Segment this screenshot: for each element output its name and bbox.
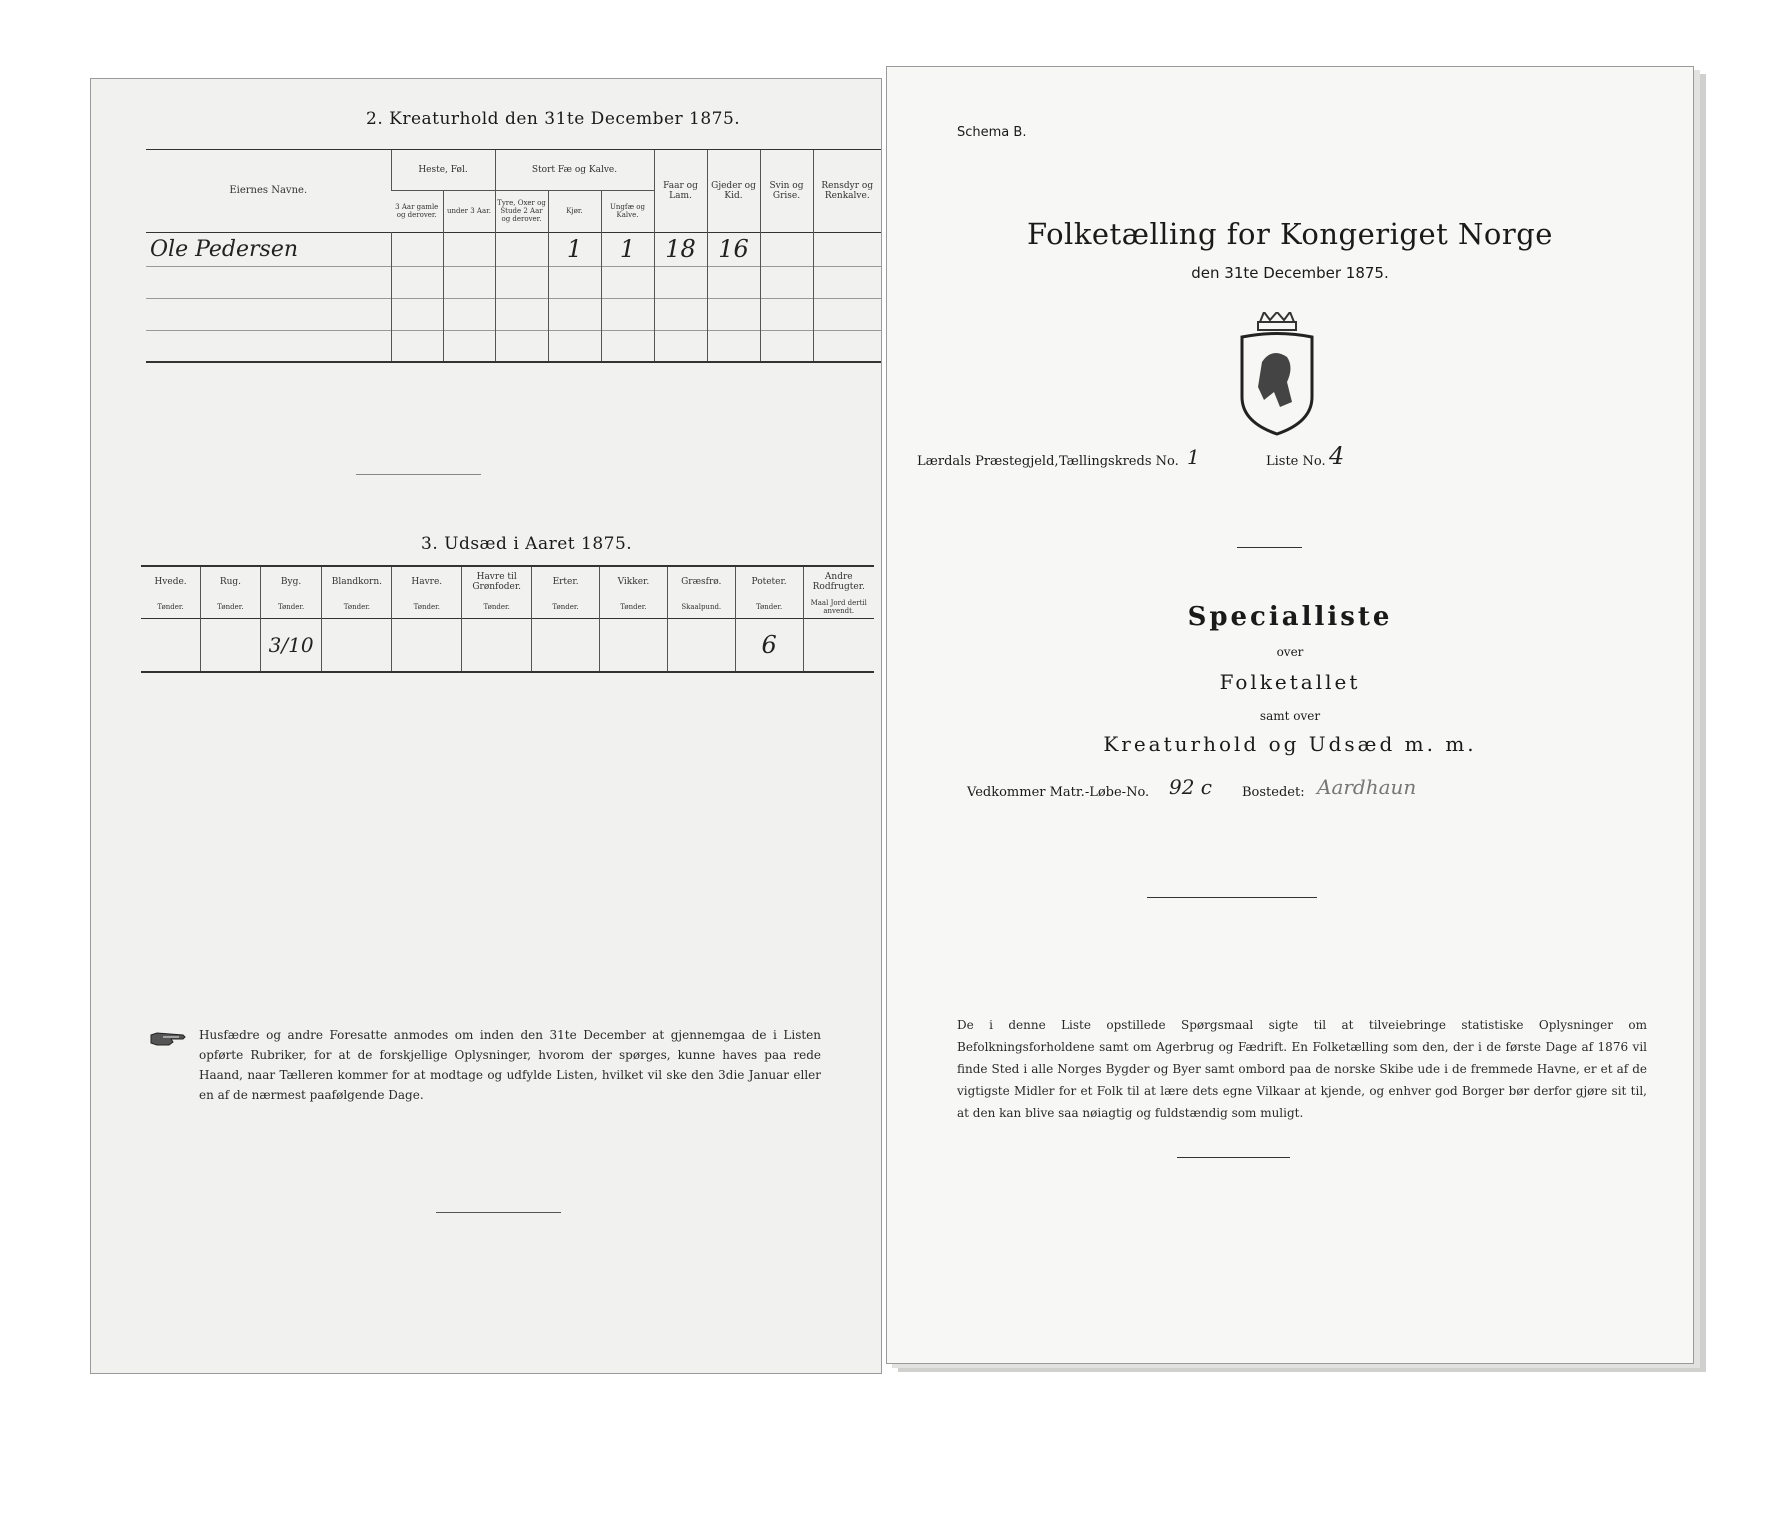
intro-text: De i denne Liste opstillede Spørgsmaal sigte til at tilveiebringe statistiske Oplysninger om Befolkningsforholdene samt om Agerbrug og Fædrift. En Folketælling som den, der i de første Dage af 1876 vil finde Sted i alle Norges Bygder og Byer samt ombord paa de norske Skibe ude i de fremmede Havne, er et af de vigtigste Midler for et Folk til at lære dets egne Vilkaar at kjende, og enhver god Borger bør derfor gjøre sit til, at den kan blive saa nøiagtig og fuldstændig som muligt. xyxy=(957,1018,1647,1120)
gjeder-cell: 16 xyxy=(707,232,760,266)
sowing-table xyxy=(141,565,874,673)
byg-cell: 3/10 xyxy=(260,618,322,672)
table-row xyxy=(146,232,881,266)
unit-label: Tønder. xyxy=(322,596,392,618)
bosted-value: Aardhaun xyxy=(1317,775,1417,799)
table-row xyxy=(146,298,881,330)
heste-sub-young: under 3 Aar. xyxy=(443,190,495,232)
unit-label: Tønder. xyxy=(260,596,322,618)
col-hvede: Hvede. xyxy=(154,576,187,587)
faar-cell: 18 xyxy=(654,232,707,266)
unit-label: Tønder. xyxy=(532,596,600,618)
col-byg: Byg. xyxy=(260,566,322,596)
left-page xyxy=(90,78,882,1374)
unit-label: Tønder. xyxy=(735,596,803,618)
table-row xyxy=(146,330,881,362)
unit-label: Skaalpund. xyxy=(667,596,735,618)
divider xyxy=(436,1212,561,1213)
faar-header: Faar og Lam. xyxy=(654,150,707,232)
unit-label: Tønder. xyxy=(462,596,532,618)
kreaturhold-title: Kreaturhold og Udsæd m. m. xyxy=(1103,732,1477,756)
schema-label: Schema B. xyxy=(957,125,1027,140)
sowing-header-row xyxy=(141,566,874,596)
sowing-unit-row xyxy=(141,596,874,618)
heste-sub-old: 3 Aar gamle og derover. xyxy=(395,203,439,219)
col-graesfro: Græsfrø. xyxy=(667,566,735,596)
col-poteter: Poteter. xyxy=(735,566,803,596)
matr-label: Vedkommer Matr.-Løbe-No. xyxy=(967,785,1150,800)
gjeder-header: Gjeder og Kid. xyxy=(707,150,760,232)
pointing-hand-icon xyxy=(149,1029,189,1051)
liste-label: Liste No. xyxy=(1266,454,1326,469)
col-rug: Rug. xyxy=(201,566,261,596)
col-vikker: Vikker. xyxy=(599,566,667,596)
liste-number: 4 xyxy=(1329,442,1345,470)
divider xyxy=(356,474,481,475)
specialliste-title: Specialliste xyxy=(1187,602,1393,632)
svin-header: Svin og Grise. xyxy=(760,150,813,232)
unit-label: Tønder. xyxy=(201,596,261,618)
right-page xyxy=(886,66,1694,1364)
page-title: Folketælling for Kongeriget Norge xyxy=(1027,217,1553,251)
owner-header: Eiernes Navne. xyxy=(229,185,308,197)
unit-label: Tønder. xyxy=(392,596,462,618)
divider xyxy=(1177,1157,1290,1158)
notice-text: Husfædre og andre Foresatte anmodes om inden den 31te December at gjennemgaa de i Listen opførte Rubriker, for at de forskjellige Oplysninger, hvorom der spørges, kunne haves paa rede Haand, naar Tælleren kommer for at modtage og udfylde Listen, hvilket vil ske den 3die Januar eller en af de nærmest paafølgende Dage. xyxy=(199,1028,821,1102)
unit-label: Tønder. xyxy=(599,596,667,618)
divider xyxy=(1237,547,1302,548)
stort-sub-tyre: Tyre, Oxer og Stude 2 Aar og derover. xyxy=(495,190,548,232)
prestegjeld-label: Lærdals Præstegjeld, xyxy=(917,454,1059,469)
unit-label: Maal Jord dertil anvendt. xyxy=(803,596,874,618)
stort-sub-ungfae: Ungfæ og Kalve. xyxy=(601,190,654,232)
census-date: den 31te December 1875. xyxy=(1191,264,1389,282)
divider xyxy=(1147,897,1317,898)
table-row xyxy=(141,618,874,672)
folketallet-title: Folketallet xyxy=(1219,670,1361,694)
kreds-label: Tællingskreds No. xyxy=(1059,454,1179,469)
section3-title: 3. Udsæd i Aaret 1875. xyxy=(421,534,633,554)
heste-header: Heste, Føl. xyxy=(391,150,495,190)
kjor-cell: 1 xyxy=(548,232,601,266)
col-andre: Andre Rodfrugter. xyxy=(803,566,874,596)
rensdyr-header: Rensdyr og Renkalve. xyxy=(813,150,881,232)
ungfae-cell: 1 xyxy=(601,232,654,266)
col-erter: Erter. xyxy=(532,566,600,596)
col-blandkorn: Blandkorn. xyxy=(322,566,392,596)
samt-over-text: samt over xyxy=(1259,709,1321,723)
kreds-number: 1 xyxy=(1187,445,1200,469)
col-havre: Havre. xyxy=(392,566,462,596)
livestock-table xyxy=(146,150,881,363)
owner-name-cell: Ole Pedersen xyxy=(150,236,299,262)
poteter-cell: 6 xyxy=(735,618,803,672)
stort-sub-kjor: Kjør. xyxy=(548,190,601,232)
col-havre-gronfoder: Havre til Grønfoder. xyxy=(462,566,532,596)
section2-title: 2. Kreaturhold den 31te December 1875. xyxy=(366,109,741,129)
unit-label: Tønder. xyxy=(157,602,184,611)
coat-of-arms-icon xyxy=(1232,312,1322,437)
stort-fae-header: Stort Fæ og Kalve. xyxy=(495,150,654,190)
table-row xyxy=(146,266,881,298)
bosted-label: Bostedet: xyxy=(1242,785,1305,800)
over-text: over xyxy=(1276,645,1304,659)
matr-number: 92 c xyxy=(1169,775,1213,799)
